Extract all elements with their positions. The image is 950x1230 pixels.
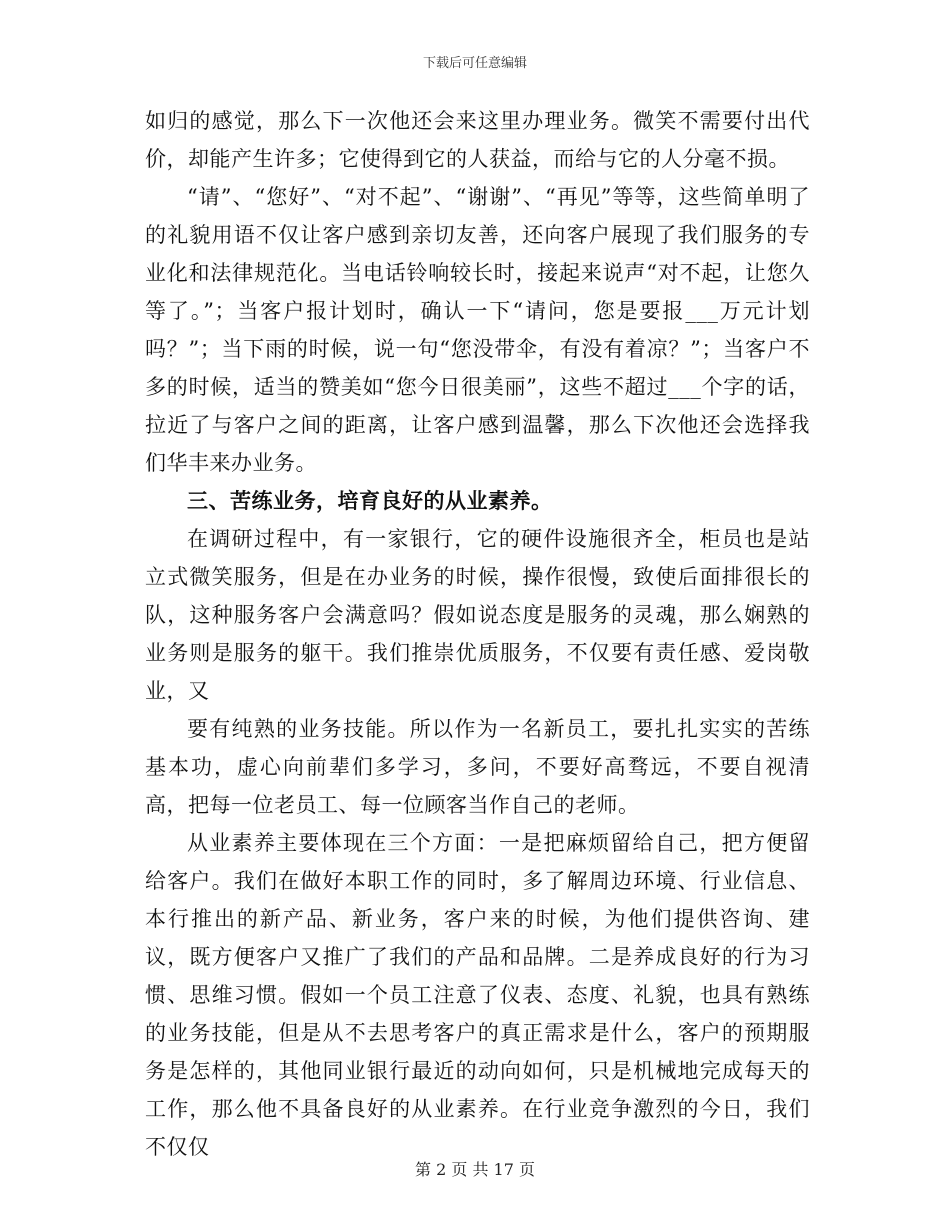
paragraph-1: 如归的感觉，那么下一次他还会来这里办理业务。微笑不需要付出代价，却能产生许多；它使得到它的人获益，而给与它的人分毫不损。 — [145, 109, 810, 171]
document-body — [145, 102, 810, 1166]
page-header: 下载后可任意编辑 — [422, 56, 527, 71]
page-number-footer: 第 2 页 共 17 页 — [415, 1160, 535, 1179]
section-heading: 三、苦练业务，培育良好的从业素养。 — [187, 488, 553, 513]
paragraph-2: “请”、“您好”、“对不起”、“谢谢”、“再见”等等，这些简单明了的礼貌用语不仅让客户感到亲切友善，还向客户展现了我们服务的专业化和法律规范化。当电话铃响较长时，接起来说声“对不起，让您久等了。”；当客户报计划时，确认一下“请问，您是要报___万元计划吗？”；当下雨的时候，说一句“您没带伞，有没有着凉？”；当客户不多的时候，适当的赞美如“您今日很美丽”，这些不超过___个字的话，拉近了与客户之间的距离，让客户感到温馨，那么下次他还会选择我们华丰来办业务。 — [145, 185, 810, 475]
paragraph-4: 要有纯熟的业务技能。所以作为一名新员工，要扎扎实实的苦练基本功，虚心向前辈们多学习，多问，不要好高骛远，不要自视清高，把每一位老员工、每一位顾客当作自己的老师。 — [145, 717, 810, 817]
paragraph-3: 在调研过程中，有一家银行，它的硬件设施很齐全，柜员也是站立式微笑服务，但是在办业务的时候，操作很慢，致使后面排很长的队，这种服务客户会满意吗？假如说态度是服务的灵魂，那么娴熟的业务则是服务的躯干。我们推崇优质服务，不仅要有责任感、爱岗敬业，又 — [145, 527, 810, 703]
paragraph-5: 从业素养主要体现在三个方面：一是把麻烦留给自己，把方便留给客户。我们在做好本职工作的同时，多了解周边环境、行业信息、本行推出的新产品、新业务，客户来的时候，为他们提供咨询、建议，既方便客户又推广了我们的产品和品牌。二是养成良好的行为习惯、思维习惯。假如一个员工注意了仪表、态度、礼貌，也具有熟练的业务技能，但是从不去思考客户的真正需求是什么，客户的预期服务是怎样的，其他同业银行最近的动向如何，只是机械地完成每天的工作，那么他不具备良好的从业素养。在行业竞争激烈的今日，我们不仅仅 — [145, 831, 810, 1159]
